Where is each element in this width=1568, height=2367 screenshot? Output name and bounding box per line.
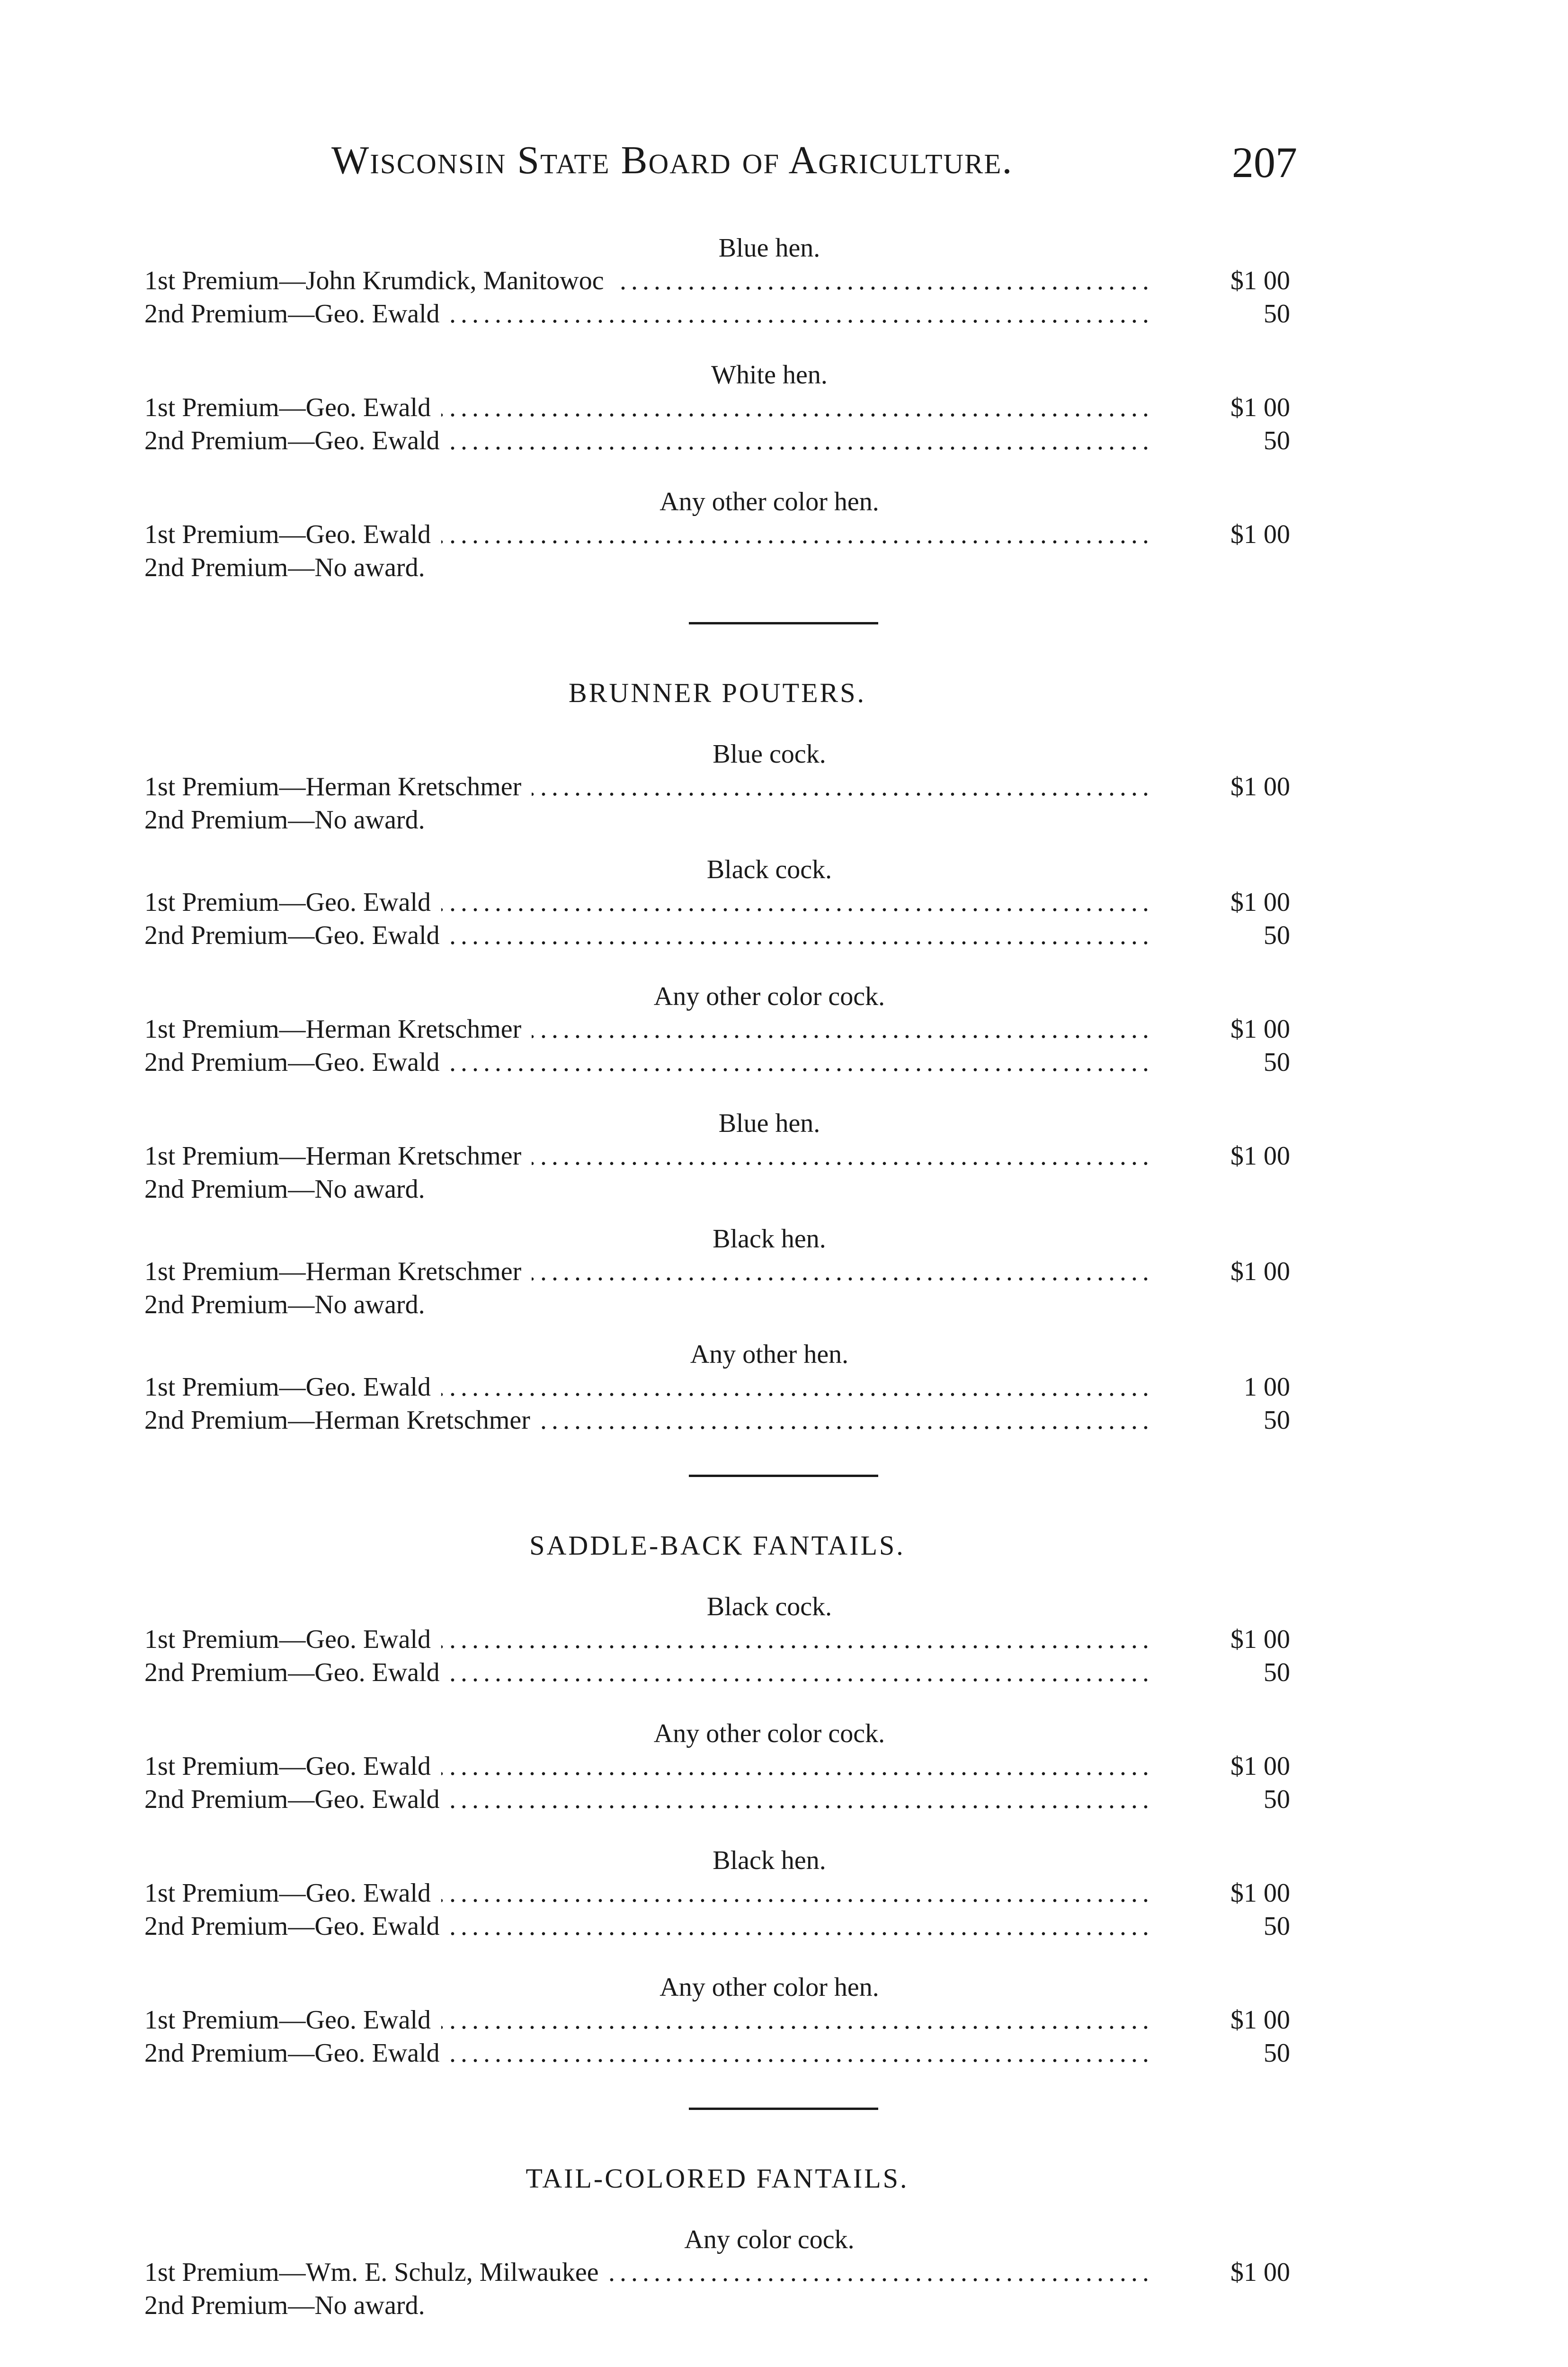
entry-amount: 50 [1264, 426, 1290, 455]
section-divider [689, 622, 878, 624]
section-brunner-pouters [144, 676, 1290, 1437]
entry-amount: 50 [1264, 1912, 1290, 1941]
class-group [144, 1717, 1290, 1816]
premium-entry [144, 551, 1290, 584]
entry-place: 2nd Premium—No award. [144, 1288, 436, 1321]
entry-place: 1st Premium—Geo. Ewald [144, 2003, 441, 2037]
entry-amount: $1 00 [1230, 2005, 1290, 2035]
class-group [144, 854, 1290, 952]
premium-list [144, 232, 1290, 2322]
class-group [144, 1223, 1290, 1321]
class-group [144, 2224, 1290, 2322]
entry-amount: 50 [1264, 299, 1290, 329]
class-group [144, 486, 1290, 584]
entry-amount: 50 [1264, 2038, 1290, 2068]
entry-amount: $1 00 [1230, 266, 1290, 295]
entry-place: 2nd Premium—Geo. Ewald [144, 919, 450, 952]
class-title: Any other color cock. [653, 1719, 885, 1748]
page-number: 207 [1232, 138, 1297, 187]
entry-place: 1st Premium—Herman Kretschmer [144, 770, 532, 803]
entry-amount: $1 00 [1230, 888, 1290, 917]
running-title: Wisconsin State Board of Agriculture. [331, 138, 1013, 182]
entry-amount: $1 00 [1230, 2258, 1290, 2287]
class-title: Black hen. [713, 1224, 826, 1254]
class-title: Any other hen. [690, 1340, 849, 1369]
premium-entry [144, 424, 1290, 457]
entry-amount: $1 00 [1230, 1257, 1290, 1286]
entry-place: 2nd Premium—No award. [144, 803, 436, 836]
entry-amount: $1 00 [1230, 1625, 1290, 1654]
entry-place: 1st Premium—Herman Kretschmer [144, 1255, 532, 1288]
entry-amount: 50 [1264, 1785, 1290, 1814]
entry-amount: $1 00 [1230, 520, 1290, 549]
premium-entry [144, 1404, 1290, 1437]
entry-amount: 1 00 [1244, 1372, 1290, 1402]
entry-amount: 50 [1264, 1048, 1290, 1077]
entry-amount: $1 00 [1230, 1752, 1290, 1781]
premium-entry [144, 1370, 1290, 1404]
class-group [144, 1844, 1290, 1943]
entry-amount: 50 [1264, 921, 1290, 950]
premium-entry [144, 2037, 1290, 2070]
class-group [144, 1591, 1290, 1689]
entry-place: 1st Premium—John Krumdick, Manitowoc [144, 264, 615, 297]
class-title: Black cock. [706, 1592, 832, 1621]
entry-place: 1st Premium—Geo. Ewald [144, 1370, 441, 1404]
section-continued [144, 232, 1290, 584]
entry-place: 1st Premium—Geo. Ewald [144, 391, 441, 424]
entry-place: 1st Premium—Geo. Ewald [144, 1623, 441, 1656]
class-title: Blue hen. [718, 1109, 820, 1138]
class-group [144, 738, 1290, 836]
entry-place: 2nd Premium—Geo. Ewald [144, 297, 450, 330]
premium-entry [144, 1783, 1290, 1816]
entry-place: 1st Premium—Geo. Ewald [144, 886, 441, 919]
premium-entry [144, 803, 1290, 836]
class-title: Any other color cock. [653, 982, 885, 1011]
entry-place: 1st Premium—Herman Kretschmer [144, 1139, 532, 1173]
class-title: Any other color hen. [659, 487, 879, 516]
class-title: Any color cock. [684, 2225, 855, 2254]
section-saddle-back-fantails [144, 1529, 1290, 2070]
premium-entry [144, 1656, 1290, 1689]
premium-entry [144, 770, 1290, 803]
entry-amount: 50 [1264, 1406, 1290, 1435]
class-title: Any other color hen. [659, 1973, 879, 2002]
premium-entry [144, 264, 1290, 297]
premium-entry [144, 1139, 1290, 1173]
premium-entry [144, 919, 1290, 952]
entry-amount: $1 00 [1230, 1878, 1290, 1908]
class-title: Black cock. [706, 855, 832, 884]
class-group [144, 359, 1290, 457]
entry-amount: $1 00 [1230, 772, 1290, 801]
entry-place: 2nd Premium—No award. [144, 1173, 436, 1206]
running-head [331, 137, 1297, 189]
premium-entry [144, 1750, 1290, 1783]
premium-entry [144, 297, 1290, 330]
entry-place: 2nd Premium—Geo. Ewald [144, 424, 450, 457]
entry-place: 2nd Premium—No award. [144, 2289, 436, 2322]
section-tail-colored-fantails [144, 2162, 1290, 2322]
entry-place: 2nd Premium—Geo. Ewald [144, 1783, 450, 1816]
premium-entry [144, 1046, 1290, 1079]
class-title: Black hen. [713, 1846, 826, 1875]
section-divider [689, 1475, 878, 1477]
entry-place: 2nd Premium—Herman Kretschmer [144, 1404, 541, 1437]
premium-entry [144, 1288, 1290, 1321]
section-heading: SADDLE-BACK FANTAILS. [529, 1530, 905, 1561]
class-title: Blue hen. [718, 233, 820, 263]
premium-entry [144, 2256, 1290, 2289]
entry-amount: 50 [1264, 1658, 1290, 1687]
entry-amount: $1 00 [1230, 1014, 1290, 1044]
entry-place: 1st Premium—Geo. Ewald [144, 1877, 441, 1910]
premium-entry [144, 886, 1290, 919]
premium-entry [144, 2003, 1290, 2037]
premium-entry [144, 1173, 1290, 1206]
class-group [144, 1338, 1290, 1437]
class-title: White hen. [711, 360, 828, 390]
premium-entry [144, 1623, 1290, 1656]
section-divider [689, 2108, 878, 2110]
class-group [144, 980, 1290, 1079]
premium-entry [144, 2289, 1290, 2322]
premium-entry [144, 391, 1290, 424]
premium-entry [144, 1255, 1290, 1288]
entry-place: 1st Premium—Geo. Ewald [144, 518, 441, 551]
entry-place: 1st Premium—Geo. Ewald [144, 1750, 441, 1783]
premium-entry [144, 518, 1290, 551]
section-heading: TAIL-COLORED FANTAILS. [526, 2163, 909, 2194]
entry-place: 1st Premium—Wm. E. Schulz, Milwaukee [144, 2256, 609, 2289]
premium-entry [144, 1013, 1290, 1046]
entry-place: 2nd Premium—No award. [144, 551, 436, 584]
premium-entry [144, 1877, 1290, 1910]
class-title: Blue cock. [713, 739, 826, 769]
entry-amount: $1 00 [1230, 1141, 1290, 1171]
section-heading: BRUNNER POUTERS. [569, 677, 866, 708]
entry-place: 2nd Premium—Geo. Ewald [144, 1656, 450, 1689]
class-group [144, 1971, 1290, 2070]
entry-place: 2nd Premium—Geo. Ewald [144, 1046, 450, 1079]
entry-amount: $1 00 [1230, 393, 1290, 422]
entry-place: 2nd Premium—Geo. Ewald [144, 2037, 450, 2070]
entry-place: 1st Premium—Herman Kretschmer [144, 1013, 532, 1046]
premium-entry [144, 1910, 1290, 1943]
entry-place: 2nd Premium—Geo. Ewald [144, 1910, 450, 1943]
class-group [144, 1107, 1290, 1206]
class-group [144, 232, 1290, 330]
